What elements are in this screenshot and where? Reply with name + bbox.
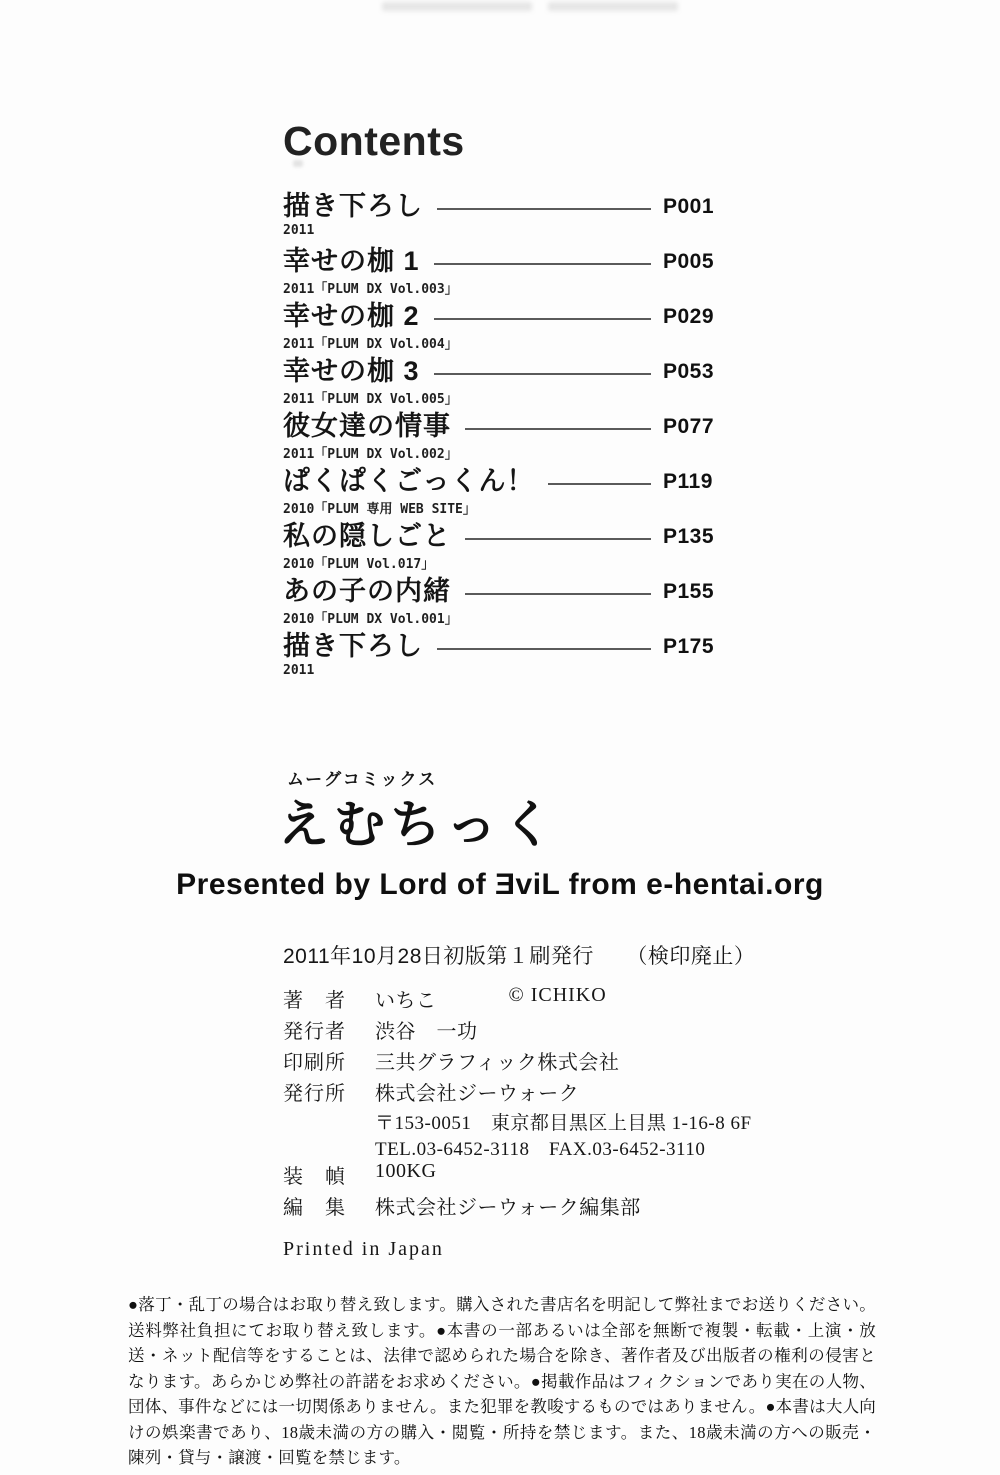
toc-entry-source: 2010「PLUM DX Vol.001」 — [283, 612, 458, 627]
colophon-row — [283, 1191, 753, 1222]
toc-list — [283, 191, 715, 686]
bleedthrough-smudge — [382, 2, 532, 11]
toc-entry-row — [283, 521, 715, 552]
printed-in-japan-line: Printed in Japan — [283, 1238, 444, 1260]
toc-entry-title: 幸せの枷 2 — [283, 301, 420, 331]
publication-date-line: 2011年10月28日初版第１刷発行 （検印廃止） — [283, 945, 756, 968]
toc-entry-row — [283, 411, 715, 442]
toc-entry — [283, 191, 715, 246]
toc-entry-row — [283, 576, 715, 607]
bleedthrough-smudge — [548, 2, 678, 11]
toc-entry-page-number: P155 — [663, 579, 715, 603]
toc-entry-page-number: P005 — [663, 249, 715, 273]
contents-section — [283, 118, 715, 686]
colophon-row-label: 発行者 — [283, 1021, 346, 1043]
toc-entry-source: 2011「PLUM DX Vol.005」 — [283, 392, 458, 407]
colophon-row — [283, 1046, 753, 1077]
contents-title: Contents — [283, 118, 465, 164]
toc-leader-line — [434, 318, 651, 320]
colophon-row-label: 編 集 — [283, 1197, 346, 1219]
toc-leader-line — [465, 593, 651, 595]
toc-entry-row — [283, 356, 715, 387]
toc-entry-source: 2011「PLUM DX Vol.003」 — [283, 282, 458, 297]
toc-leader-line — [548, 483, 651, 485]
toc-leader-line — [437, 648, 651, 650]
colophon-row-value: 株式会社ジーウォーク — [375, 1083, 580, 1105]
toc-entry-title: 彼女達の情事 — [283, 411, 451, 441]
imprint-label: ムーグコミックス — [287, 770, 438, 789]
toc-entry-page-number: P001 — [663, 194, 715, 218]
credit-line: Presented by Lord of ƎviL from e-hentai.org — [176, 868, 824, 901]
toc-entry-title: 描き下ろし — [283, 631, 423, 661]
toc-entry-title: 描き下ろし — [283, 191, 423, 221]
colophon-row — [283, 1015, 753, 1046]
toc-entry-title: ぱくぱくごっくん！ — [283, 466, 535, 496]
colophon-row — [283, 1108, 753, 1134]
toc-entry-page-number: P119 — [663, 469, 713, 493]
colophon-row-value: 三共グラフィック株式会社 — [375, 1052, 620, 1074]
toc-entry — [283, 246, 715, 301]
colophon-section — [283, 940, 756, 1261]
toc-entry-row — [283, 301, 715, 332]
toc-entry — [283, 301, 715, 356]
colophon-row-value: 渋谷 一功 — [375, 1021, 478, 1043]
colophon-row — [283, 1134, 753, 1160]
toc-entry-row — [283, 631, 715, 662]
toc-leader-line — [465, 538, 651, 540]
toc-entry-page-number: P077 — [663, 414, 715, 438]
toc-entry-page-number: P175 — [663, 634, 715, 658]
colophon-row-extra: © ICHIKO — [508, 984, 607, 1006]
toc-leader-line — [434, 263, 651, 265]
toc-entry-row — [283, 466, 713, 497]
toc-leader-line — [437, 208, 651, 210]
colophon-row-label: 印刷所 — [283, 1052, 346, 1074]
colophon-rows — [283, 984, 753, 1222]
colophon-row-value: 株式会社ジーウォーク編集部 — [375, 1197, 641, 1219]
toc-entry-row — [283, 246, 715, 277]
colophon-row — [283, 984, 753, 1015]
toc-entry — [283, 631, 715, 686]
colophon-row-label: 装 幀 — [283, 1166, 346, 1188]
toc-entry-source: 2010「PLUM Vol.017」 — [283, 557, 435, 572]
toc-entry-row — [283, 191, 715, 222]
toc-entry-page-number: P029 — [663, 304, 715, 328]
colophon-row-label: 著 者 — [283, 990, 346, 1012]
toc-entry-source: 2011 — [283, 663, 315, 678]
legal-disclaimer-text: ●落丁・乱丁の場合はお取り替え致します。購入された書店名を明記して弊社までお送りください。送料弊社負担にてお取り替え致します。●本書の一部あるいは全部を無断で複製・転載・上演・放送・ネット配信等をすることは、法律で認められた場合を除き、著作者及び出版者の権利の侵害となります。あらかじめ弊社の許諾をお求めください。●掲載作品はフィクションであり実在の人物、団体、事件などには一切関係ありません。また犯罪を教唆するものではありません。●本書は大人向けの娯楽書であり、18歳未満の方の購入・閲覧・所持を禁じます。また、18歳未満の方への販売・陳列・貸与・譲渡・回覧を禁じます。 — [128, 1295, 876, 1467]
toc-entry-source: 2011「PLUM DX Vol.004」 — [283, 337, 458, 352]
colophon-row-value: TEL.03-6452-3118 FAX.03-6452-3110 — [375, 1139, 706, 1160]
toc-entry-title: 幸せの枷 3 — [283, 356, 420, 386]
colophon-row — [283, 1160, 753, 1191]
colophon-row — [283, 1077, 753, 1108]
colophon-row-value: 100KG — [375, 1160, 437, 1182]
colophon-row-value: 〒153-0051 東京都目黒区上目黒 1-16-8 6F — [375, 1113, 752, 1134]
colophon-row-label: 発行所 — [283, 1083, 346, 1105]
toc-entry-source: 2011「PLUM DX Vol.002」 — [283, 447, 458, 462]
toc-entry-title: あの子の内緒 — [283, 576, 451, 606]
toc-entry-page-number: P053 — [663, 359, 715, 383]
toc-entry-source: 2010「PLUM 専用 WEB SITE」 — [283, 502, 476, 517]
toc-entry — [283, 576, 715, 631]
toc-entry-title: 幸せの枷 1 — [283, 246, 420, 276]
toc-leader-line — [465, 428, 651, 430]
toc-entry — [283, 356, 715, 411]
colophon-row-value: いちこ — [375, 990, 437, 1012]
toc-leader-line — [434, 373, 651, 375]
book-title: えむちっく — [278, 796, 559, 853]
toc-entry — [283, 411, 715, 466]
toc-entry-source: 2011 — [283, 223, 315, 238]
toc-entry-page-number: P135 — [663, 524, 715, 548]
toc-entry-title: 私の隠しごと — [283, 521, 451, 551]
toc-entry — [283, 466, 713, 521]
toc-entry — [283, 521, 715, 576]
